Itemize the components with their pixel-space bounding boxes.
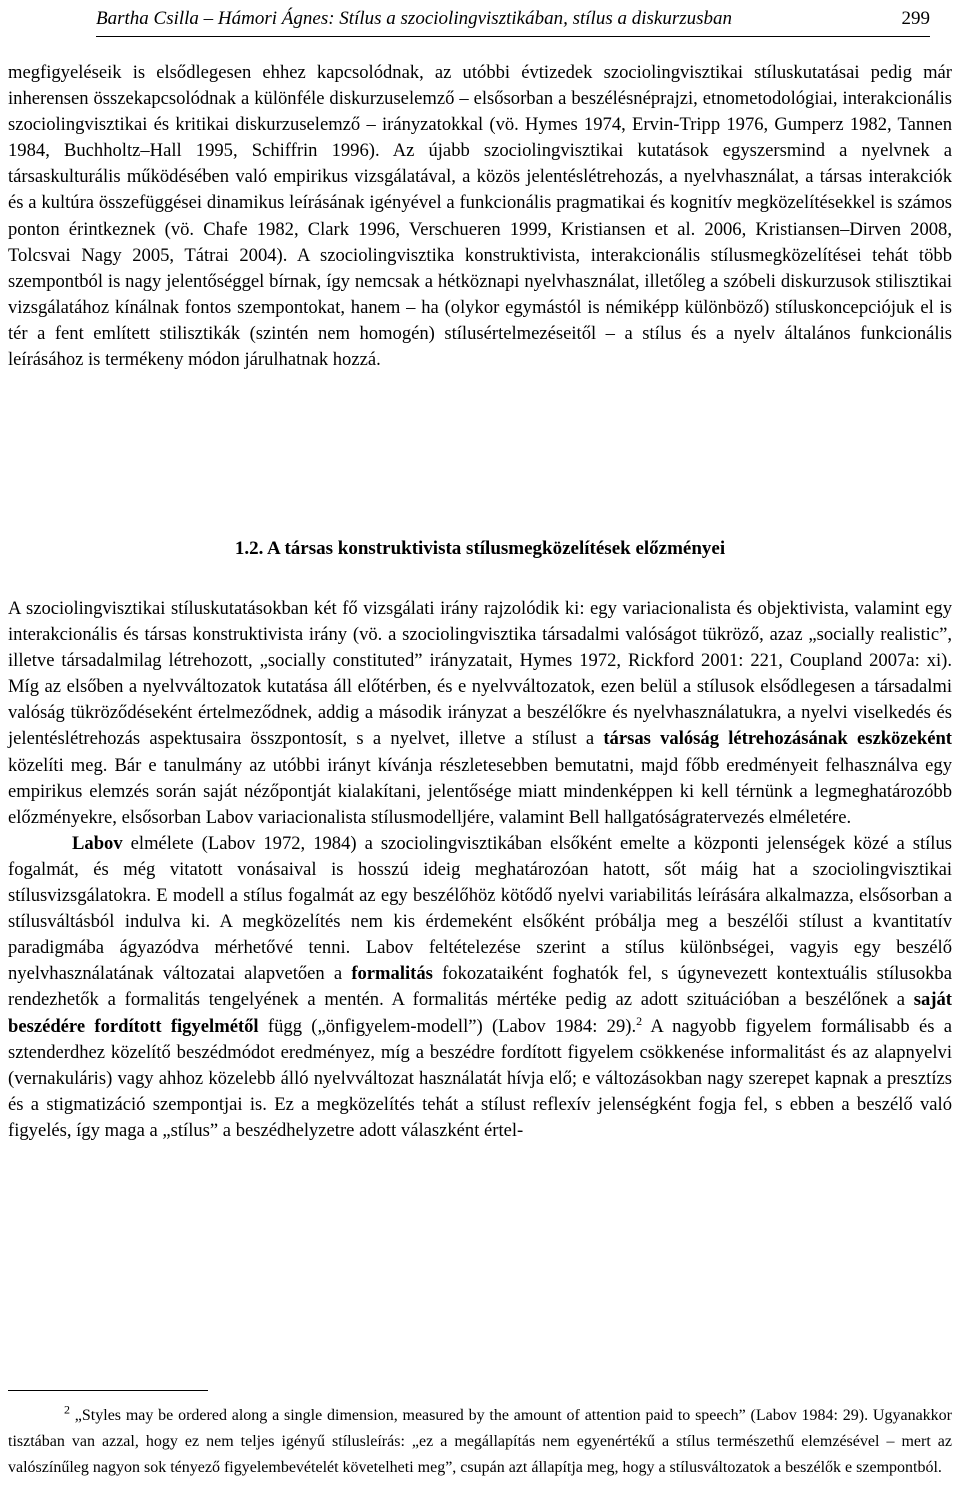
paragraph-3-text-b: fokozataiként foghatók fel, s úgynevezett kontextuális stílusokba rendezhetők a formalitás tengelyének a mentén. A formalitás mértéke pedig az adott szituációban a beszélőnek a: [8, 963, 952, 1011]
running-header: [96, 6, 930, 37]
page-number: 299: [901, 8, 930, 29]
footnote-divider: [8, 1390, 208, 1391]
attention-bold: saját beszédére fordított figyelmétől: [8, 989, 952, 1037]
labov-bold: Labov: [72, 832, 123, 854]
paragraph-3-text-d: A nagyobb figyelem formálisabb és a sztenderdhez közelítő beszédmódot eredményez, míg a beszédre fordított figyelem csökkenése informalitást és az alapnyelvi (vernakuláris) vagy ahhoz közelebb álló nyelvváltozat használatát hívja elő; e változásokban nagy szerepet kapnak a presztízs és a stigmatizáció szempontjai is. Ez a megközelítés tehát a stílust reflexív jelenségként fogja fel, s ebben a beszélő való figyelés, így maga a „stílus” a beszédhelyzetre adott válaszként értel-: [8, 1015, 952, 1141]
running-title: Bartha Csilla – Hámori Ágnes: Stílus a szociolingvisztikában, stílus a diskurzusban: [96, 8, 732, 29]
paragraph-3: [8, 831, 952, 1144]
section-body: [8, 596, 952, 1144]
paragraph-3-text-c: függ („önfigyelem-modell”) (Labov 1984: 29).: [258, 1015, 637, 1037]
footnote-text: „Styles may be ordered along a single dimension, measured by the amount of attention paid to speech” (Labov 1984: 29). Ugyanakkor tisztában van azzal, hogy ez nem teljes igényű stílusleírás: „ez a megállapítás nem egyenértékű a stílus természethű elemzésével – mert az valószínűleg nagyon sok tényező figyelembevételét követelheti meg”, csupán azt állapítja meg, hogy a stílusváltozatok a beszélők e szempontból.: [8, 1407, 952, 1476]
paragraph-1-text: megfigyeléseik is elsődlegesen ehhez kapcsolódnak, az utóbbi évtizedek szociolingvisztikai stíluskutatásai pedig már inherensen összekapcsolódnak a különféle diskurzuselemző – elsősorban a beszélésnéprajzi, etnometodológiai, interakcionális szociolingvisztikai és kritikai diskurzuselemző – irányzatokkal (vö. Hymes 1974, Ervin-Tripp 1976, Gumperz 1982, Tannen 1984, Buchholtz–Hall 1995, Schiffrin 1996). Az újabb szociolingvisztikai kutatások egyszersmind a nyelvnek a társaskulturális működésében való empirikus vizsgálatával, a közös jelentéslétrehozás, a nyelvhasználat, a társas interakciók és a kultúra összefüggései dinamikus leírásának igényével a funkcionális pragmatikai és kognitív megközelítésekkel is számos ponton érintkeznek (vö. Chafe 1982, Clark 1996, Verschueren 1999, Kristiansen et al. 2006, Kristiansen–Dirven 2008, Tolcsvai Nagy 2005, Tátrai 2004). A szociolingvisztika konstruktivista, interakcionális stílusmegközelítései tehát több szempontból is nagy jelentőséggel bírnak, így nemcsak a hétköznapi nyelvhasználat, illetőleg a szóbeli diskurzusok stilisztikai vizsgálatához kínálnak fontos szempontokat, hanem – ha (olykor egymástól is némiképp különböző) stíluskoncepciójuk el is tér a fent említett stilisztikák (szintén nem homogén) stílusértelmezéseitől – a stílus és a nyelv általános funkcionális leírásához is termékeny módon járulhatnak hozzá.: [8, 62, 952, 371]
paragraph-1: [8, 60, 952, 373]
paragraph-2-text-b: közelíti meg. Bár e tanulmány az utóbbi irányt kívánja részletesebben bemutatni, majd főbb eredményeit felhasználva egy empirikus elemzés során saját nézőpontját kialakítani, jelentősége miatt mindenképpen ki kell térnünk a legmeghatározóbb előzményekre, elsősorban Labov variacionalista stílusmodelljére, valamint Bell hallgatóságratervezés elméletére.: [8, 754, 952, 828]
section-heading: 1.2. A társas konstruktivista stílusmegközelítések előzményei: [234, 538, 726, 559]
paragraph-2-text-a: A szociolingvisztikai stíluskutatásokban két fő vizsgálati irány rajzolódik ki: egy variacionalista és objektivista, valamint egy interakcionális és társas konstruktivista irány (vö. a szociolingvisztika társadalmi valóságot tükröző, azaz „socially realistic”, illetve társadalmilag létrehozott, „socially constituted” irányzatait, Hymes 1972, Rickford 2001: 221, Coupland 2007a: xi). Míg az elsőben a nyelvváltozatok kutatása áll előtérben, és e nyelvváltozatok, ezen belül a stílusok elsődlegesen a társadalmi valóság tükröződéseként értelmeződnek, addig a második irányzat a beszélőkre és nyelvhasználatukra, a nyelvi viselkedés és jelentéslétrehozás aspektusaira összpontosít, s a nyelvet, illetve a stílust a: [8, 598, 952, 750]
paragraph-3-text-a: elmélete (Labov 1972, 1984) a szociolingvisztikában elsőként emelte a központi jelenségek közé a stílus fogalmát, és még vitatott vonásaival is hosszú ideig meghatározóan hatott, sőt máig hat a szociolingvisztikai stílusvizsgálatokra. E modell a stílus fogalmát az egy beszélőhöz kötődő nyelvi variabilitás leírására alkalmazza, elsősorban a stílusváltásból indulva ki. A megközelítés nem kis érdemeként elsőként próbálja meg a beszélői stílust a kvantitatív paradigmába ágyazódva mérhetővé tenni. Labov feltételezése szerint a stílus különbségei, vagyis egy beszélő nyelvhasználatának változatai alapvetően a: [8, 832, 952, 985]
formalitas-bold: formalitás: [351, 963, 433, 985]
paragraph-2: [8, 596, 952, 831]
footnote-number: 2: [64, 1402, 70, 1417]
footnote: [8, 1403, 952, 1481]
footnote-ref[interactable]: 2: [636, 1013, 643, 1028]
paragraph-2-bold: társas valóság létrehozásának eszközeként: [603, 728, 952, 750]
